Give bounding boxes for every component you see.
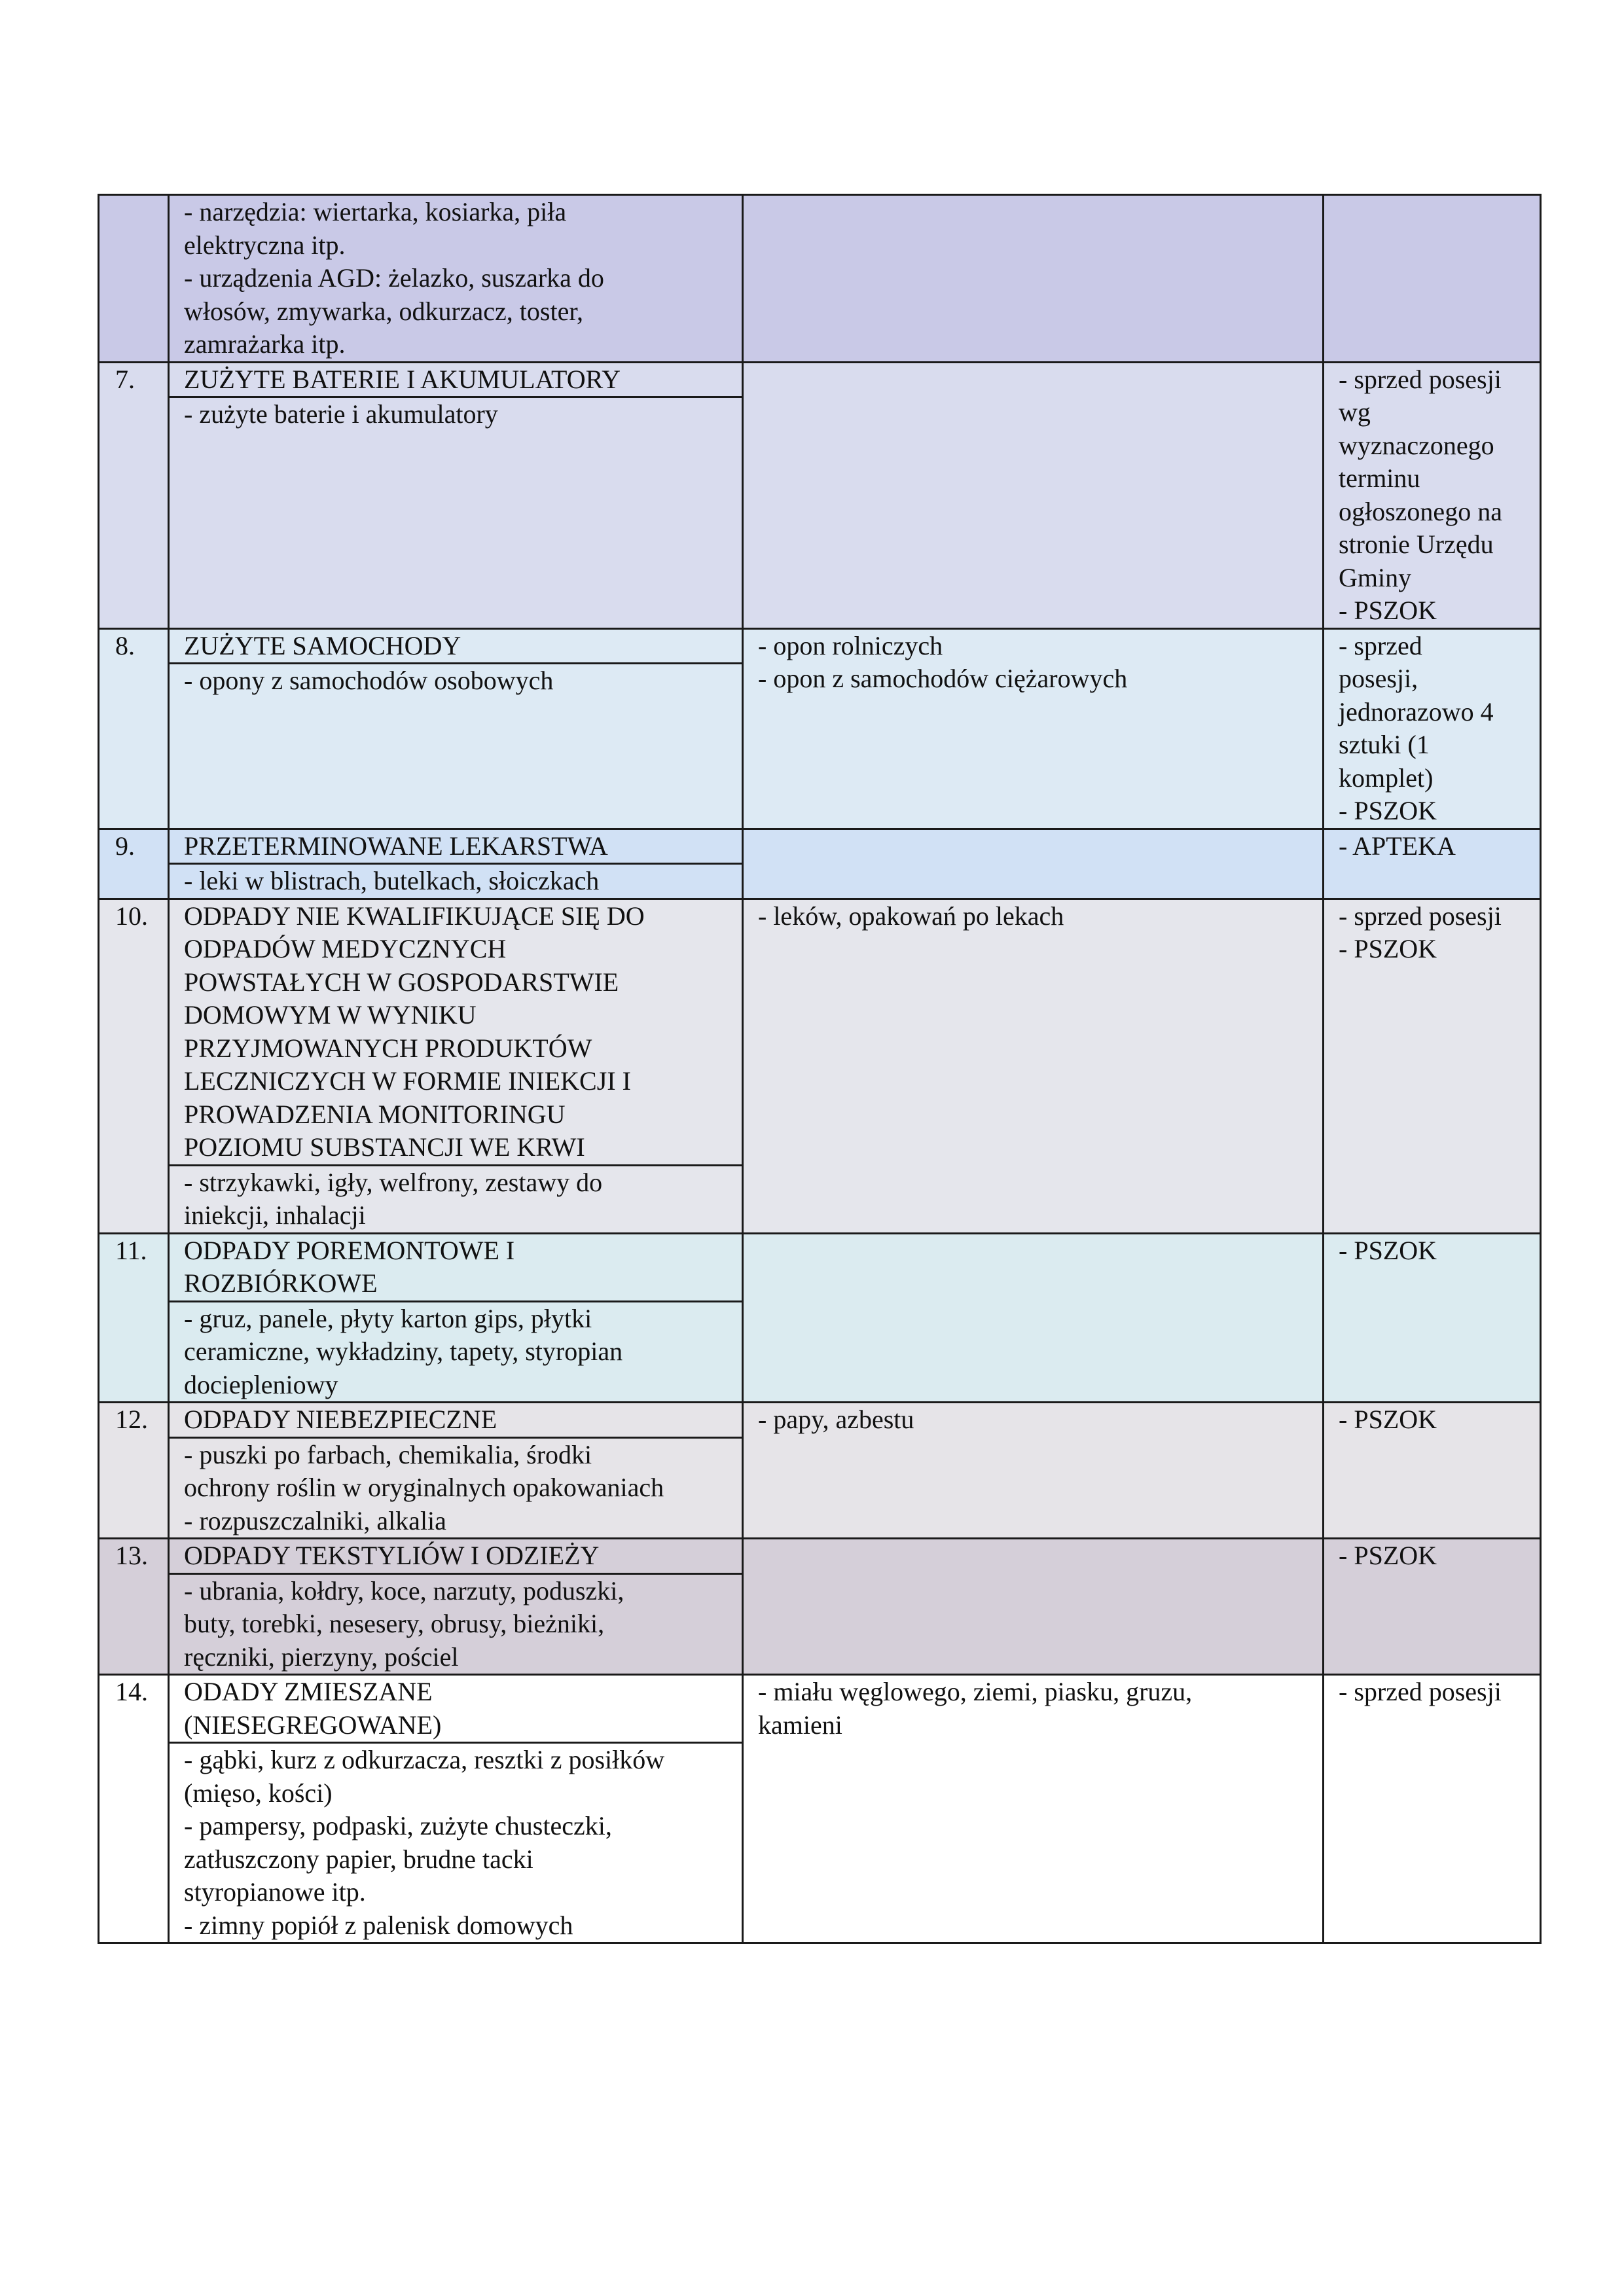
excluded-cell: [743, 1675, 1324, 1943]
table-row: [99, 628, 1541, 829]
table-row: [99, 362, 1541, 628]
row-number: 9.: [115, 831, 135, 861]
collection-cell: [1324, 628, 1541, 829]
excluded-cell: [743, 1233, 1324, 1403]
table-row: [99, 829, 1541, 899]
row-number-cell: [99, 1675, 169, 1943]
category-items: - zużyte baterie i akumulatory: [184, 399, 498, 429]
row-number-cell: [99, 899, 169, 1233]
excluded-items: - papy, azbestu: [758, 1405, 914, 1434]
category-title: ZUŻYTE SAMOCHODY: [170, 630, 742, 665]
excluded-items: - miału węglowego, ziemi, piasku, gruzu, kamieni: [758, 1677, 1193, 1740]
category-items: - gąbki, kurz z odkurzacza, resztki z posiłków (mięso, kości) - pampersy, podpaski, zużyte chusteczki, zatłuszczony papier, brudne tacki styropianowe itp. - zimny popiół z palenisk domowych: [184, 1745, 665, 1940]
table-row: [99, 1233, 1541, 1403]
collection-cell: [1324, 1233, 1541, 1403]
row-number: 11.: [115, 1235, 147, 1265]
collection-cell: [1324, 1539, 1541, 1675]
row-number: 14.: [115, 1677, 148, 1706]
category-items: - ubrania, kołdry, koce, narzuty, poduszki, buty, torebki, nesesery, obrusy, bieżniki, ręczniki, pierzyny, pościel: [184, 1575, 624, 1672]
category-title: ZUŻYTE BATERIE I AKUMULATORY: [170, 363, 742, 399]
category-cell: [169, 362, 743, 628]
table-row: [99, 899, 1541, 1233]
excluded-cell: [743, 195, 1324, 363]
table-row: [99, 195, 1541, 363]
collection-method: - sprzed posesji wg wyznaczonego terminu ogłoszonego na stronie Urzędu Gminy - PSZOK: [1339, 364, 1502, 625]
category-items: - opony z samochodów osobowych: [184, 666, 554, 695]
collection-cell: [1324, 1675, 1541, 1943]
excluded-items: - leków, opakowań po lekach: [758, 901, 1064, 931]
row-number: 13.: [115, 1541, 148, 1570]
collection-method: - PSZOK: [1339, 1235, 1437, 1265]
category-title: ODPADY TEKSTYLIÓW I ODZIEŻY: [170, 1539, 742, 1575]
excluded-cell: [743, 829, 1324, 899]
category-items: - leki w blistrach, butelkach, słoiczkach: [184, 866, 600, 895]
row-number: 7.: [115, 364, 135, 394]
collection-method: - PSZOK: [1339, 1405, 1437, 1434]
category-items: - puszki po farbach, chemikalia, środki ochrony roślin w oryginalnych opakowaniach - rozpuszczalniki, alkalia: [184, 1439, 664, 1535]
category-cell: [169, 899, 743, 1233]
row-number: 12.: [115, 1405, 148, 1434]
category-title: ODPADY NIEBEZPIECZNE: [170, 1403, 742, 1439]
category-title: ODPADY NIE KWALIFIKUJĄCE SIĘ DO ODPADÓW MEDYCZNYCH POWSTAŁYCH W GOSPODARSTWIE DOMOWYM W WYNIKU PRZYJMOWANYCH PRODUKTÓW LECZNICZYCH W FORMIE INIEKCJI I PROWADZENIA MONITORINGU POZIOMU SUBSTANCJI WE KRWI: [170, 900, 742, 1166]
collection-method: - sprzed posesji, jednorazowo 4 sztuki (1 komplet) - PSZOK: [1339, 630, 1494, 825]
table-row: [99, 1539, 1541, 1675]
collection-cell: [1324, 195, 1541, 363]
row-number-cell: [99, 1403, 169, 1539]
category-items: - strzykawki, igły, welfrony, zestawy do iniekcji, inhalacji: [184, 1167, 603, 1230]
collection-method: - PSZOK: [1339, 1541, 1437, 1570]
row-number: 10.: [115, 901, 148, 931]
excluded-cell: [743, 362, 1324, 628]
row-number-cell: [99, 628, 169, 829]
category-title: ODPADY POREMONTOWE I ROZBIÓRKOWE: [170, 1234, 742, 1302]
collection-cell: [1324, 829, 1541, 899]
row-number-cell: [99, 362, 169, 628]
row-number: 8.: [115, 630, 135, 660]
collection-method: - APTEKA: [1339, 831, 1456, 861]
collection-method: - sprzed posesji: [1339, 1677, 1502, 1706]
waste-collection-table: [98, 194, 1542, 1944]
collection-method: - sprzed posesji - PSZOK: [1339, 901, 1502, 963]
category-cell: [169, 1539, 743, 1675]
category-items: - gruz, panele, płyty karton gips, płytki ceramiczne, wykładziny, tapety, styropian dociepleniowy: [184, 1303, 623, 1399]
category-cell: [169, 628, 743, 829]
row-number-cell: [99, 829, 169, 899]
table-row: [99, 1675, 1541, 1943]
excluded-cell: [743, 899, 1324, 1233]
row-number-cell: [99, 195, 169, 363]
category-cell: [169, 195, 743, 363]
category-cell: [169, 1233, 743, 1403]
category-title: PRZETERMINOWANE LEKARSTWA: [170, 830, 742, 865]
category-cell: [169, 1675, 743, 1943]
category-items: - narzędzia: wiertarka, kosiarka, piła elektryczna itp. - urządzenia AGD: żelazko, suszarka do włosów, zmywarka, odkurzacz, toster, zamrażarka itp.: [184, 197, 604, 359]
excluded-cell: [743, 628, 1324, 829]
category-cell: [169, 829, 743, 899]
row-number-cell: [99, 1539, 169, 1675]
category-cell: [169, 1403, 743, 1539]
excluded-cell: [743, 1403, 1324, 1539]
collection-cell: [1324, 1403, 1541, 1539]
collection-cell: [1324, 362, 1541, 628]
excluded-cell: [743, 1539, 1324, 1675]
table-row: [99, 1403, 1541, 1539]
category-title: ODADY ZMIESZANE (NIESEGREGOWANE): [170, 1676, 742, 1744]
excluded-items: - opon rolniczych - opon z samochodów ciężarowych: [758, 630, 1128, 693]
collection-cell: [1324, 899, 1541, 1233]
row-number-cell: [99, 1233, 169, 1403]
